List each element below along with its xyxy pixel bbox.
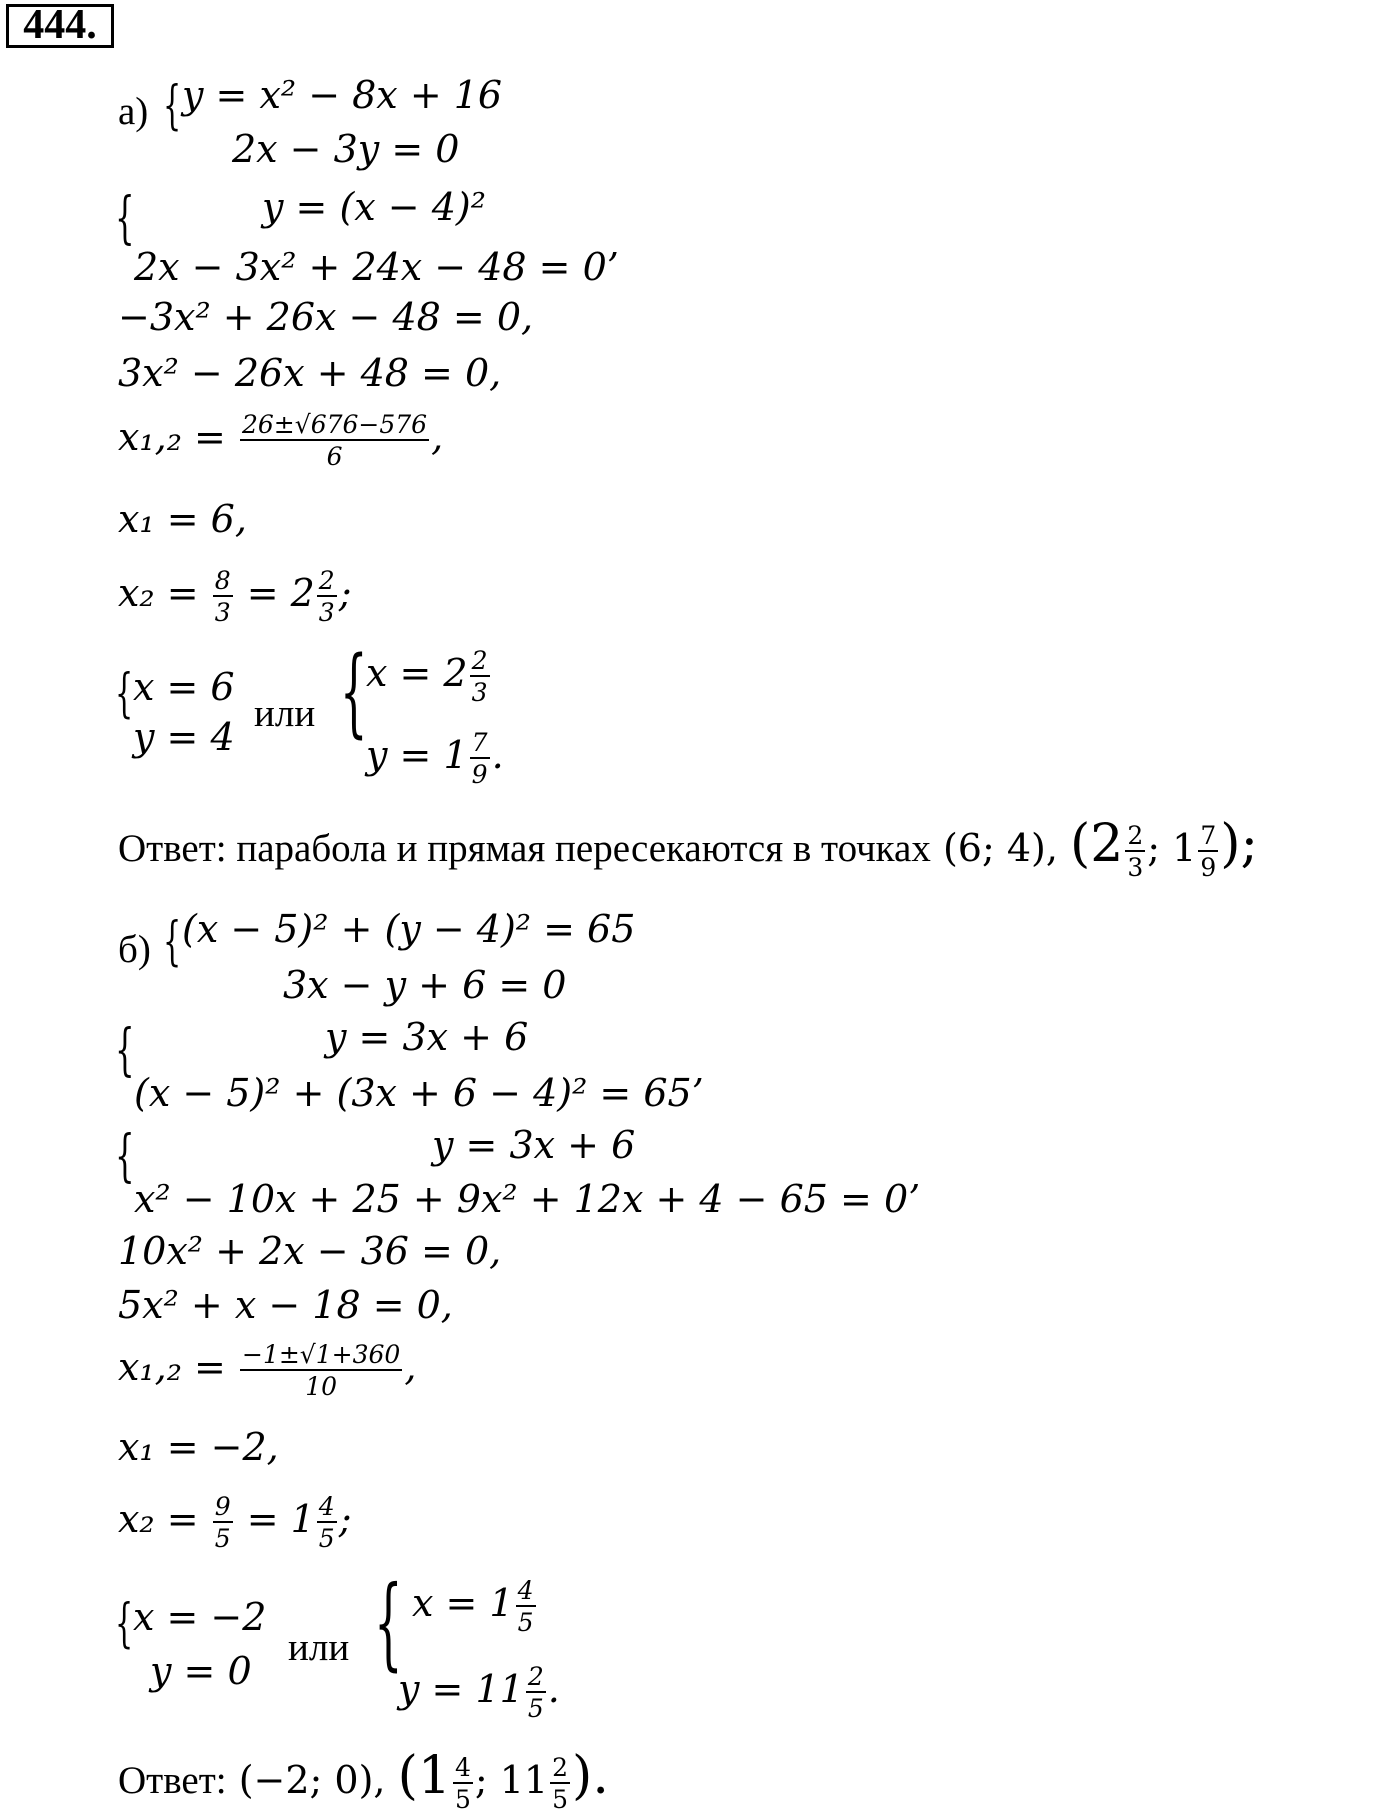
root-x2-fraction (213, 568, 233, 625)
denominator: 5 (552, 1785, 569, 1814)
root-x2-mid: = 2 (246, 571, 315, 615)
numerator: 2 (318, 566, 335, 595)
roots-tail: , (431, 415, 444, 459)
root-x2 (118, 1494, 352, 1551)
system-line: (x − 5)² + (y − 4)² = 65 (182, 907, 636, 951)
roots-numerator: −1±√1+360 (242, 1340, 401, 1369)
root-x1: x₁ = 6, (118, 497, 247, 541)
solution-line: y = 0 (150, 1649, 252, 1693)
root-x2-mixed (317, 1494, 337, 1551)
mixed-fraction (470, 730, 490, 787)
roots-lhs: x₁,₂ = (118, 1345, 226, 1389)
numerator: 2 (1127, 821, 1144, 850)
numerator: 4 (318, 1492, 335, 1521)
root-x1: x₁ = −2, (118, 1425, 279, 1469)
solution-line: x = 6 (133, 665, 235, 709)
mixed-fraction (1198, 823, 1218, 880)
system-line: 2x − 3x² + 24x − 48 = 0’ (134, 245, 619, 289)
root-x2-mixed (317, 568, 337, 625)
numerator: 2 (552, 1753, 569, 1782)
equation-line: 3x² − 26x + 48 = 0, (118, 351, 502, 395)
root-x2-mid: = 1 (246, 1497, 315, 1541)
roots-denominator: 10 (305, 1372, 338, 1401)
solution-line: y = 1 $\frac{7}{9}$ . (366, 728, 504, 789)
root-x2-tail: ; (338, 1497, 352, 1541)
system-line: y = 3x + 6 (432, 1123, 636, 1167)
system-brace: { (115, 664, 134, 724)
numerator: 7 (471, 728, 488, 757)
answer-point: (1 $\frac{4}{5}$ ; 11 $\frac{2}{5}$ ). (397, 1746, 609, 1814)
denominator: 5 (517, 1608, 534, 1637)
denominator: 3 (214, 598, 231, 627)
solution-line (412, 1578, 538, 1635)
system-line: (x − 5)² + (3x + 6 − 4)² = 65’ (134, 1071, 704, 1115)
part-a-label: а) (118, 90, 149, 133)
answer-label: Ответ: парабола и прямая пересекаются в точках (118, 827, 931, 870)
mixed-fraction (526, 1664, 546, 1721)
solution-line: y = 4 (133, 715, 235, 759)
mixed-fraction (453, 1755, 473, 1812)
roots-denominator: 6 (326, 442, 343, 471)
numerator: 9 (214, 1492, 231, 1521)
root-x2 (118, 568, 352, 625)
equation-line: 5x² + x − 18 = 0, (118, 1283, 453, 1327)
solution-line: y = 11 $\frac{2}{5}$ . (398, 1662, 560, 1723)
system-line: 3x − y + 6 = 0 (283, 963, 567, 1007)
system-brace: { (163, 912, 182, 972)
system-brace: { (115, 186, 135, 251)
numerator: 8 (214, 566, 231, 595)
roots-lhs: x₁,₂ = (118, 415, 226, 459)
numerator: 4 (517, 1576, 534, 1605)
system-brace: { (115, 1594, 134, 1654)
solution-text: y = 1 (366, 733, 468, 777)
system-line: y = 3x + 6 (325, 1015, 529, 1059)
part-b-label: б) (118, 928, 151, 971)
numerator: 4 (454, 1753, 471, 1782)
root-x2-lhs: x₂ = (118, 571, 199, 615)
answer-line (118, 1746, 609, 1814)
problem-number: 444. (6, 4, 114, 48)
numerator: 2 (527, 1662, 544, 1691)
denominator: 3 (318, 598, 335, 627)
root-x2-lhs: x₂ = (118, 1497, 199, 1541)
solution-text: y = 11 (398, 1667, 524, 1711)
answer-line (118, 814, 1259, 882)
system-brace: { (115, 1124, 135, 1189)
roots-numerator: 26±√676−576 (242, 410, 428, 439)
mixed-fraction (1125, 823, 1145, 880)
mixed-fraction (470, 648, 490, 705)
denominator: 5 (318, 1524, 335, 1553)
solution-text: x = 2 (366, 651, 468, 695)
solution-text: x = 1 (412, 1581, 514, 1625)
system-line: y = (x − 4)² (262, 185, 486, 229)
answer-point: (−2; 0), (238, 1758, 386, 1802)
or-word: или (254, 692, 316, 735)
root-x2-tail: ; (338, 571, 352, 615)
roots-fraction (240, 412, 429, 469)
root-x2-fraction (213, 1494, 233, 1551)
denominator: 3 (471, 678, 488, 707)
system-brace: { (115, 1018, 135, 1083)
or-word: или (288, 1626, 350, 1669)
denominator: 9 (1200, 853, 1217, 882)
denominator: 5 (214, 1524, 231, 1553)
denominator: 5 (454, 1785, 471, 1814)
answer-point: (6; 4), (942, 826, 1058, 870)
roots-fraction (240, 1342, 402, 1399)
equation-line: 10x² + 2x − 36 = 0, (118, 1229, 502, 1273)
mixed-fraction (550, 1755, 570, 1812)
mixed-fraction (516, 1578, 536, 1635)
system-line: 2x − 3y = 0 (232, 127, 460, 171)
system-brace: { (340, 636, 368, 748)
system-line: y = x² − 8x + 16 (182, 73, 503, 117)
system-line: x² − 10x + 25 + 9x² + 12x + 4 − 65 = 0’ (134, 1177, 921, 1221)
denominator: 3 (1127, 853, 1144, 882)
denominator: 9 (471, 760, 488, 789)
roots-formula (118, 1342, 416, 1399)
roots-tail: , (404, 1345, 417, 1389)
roots-formula (118, 412, 443, 469)
system-brace: { (374, 1564, 403, 1681)
numerator: 2 (471, 646, 488, 675)
system-brace: { (163, 76, 182, 136)
answer-point: (2 $\frac{2}{3}$ ; 1 $\frac{7}{9}$ ); (1070, 814, 1259, 882)
numerator: 7 (1200, 821, 1217, 850)
equation-line: −3x² + 26x − 48 = 0, (118, 295, 534, 339)
denominator: 5 (527, 1694, 544, 1723)
solution-line (366, 648, 492, 705)
answer-label: Ответ: (118, 1759, 227, 1802)
solution-line: x = −2 (133, 1595, 267, 1639)
